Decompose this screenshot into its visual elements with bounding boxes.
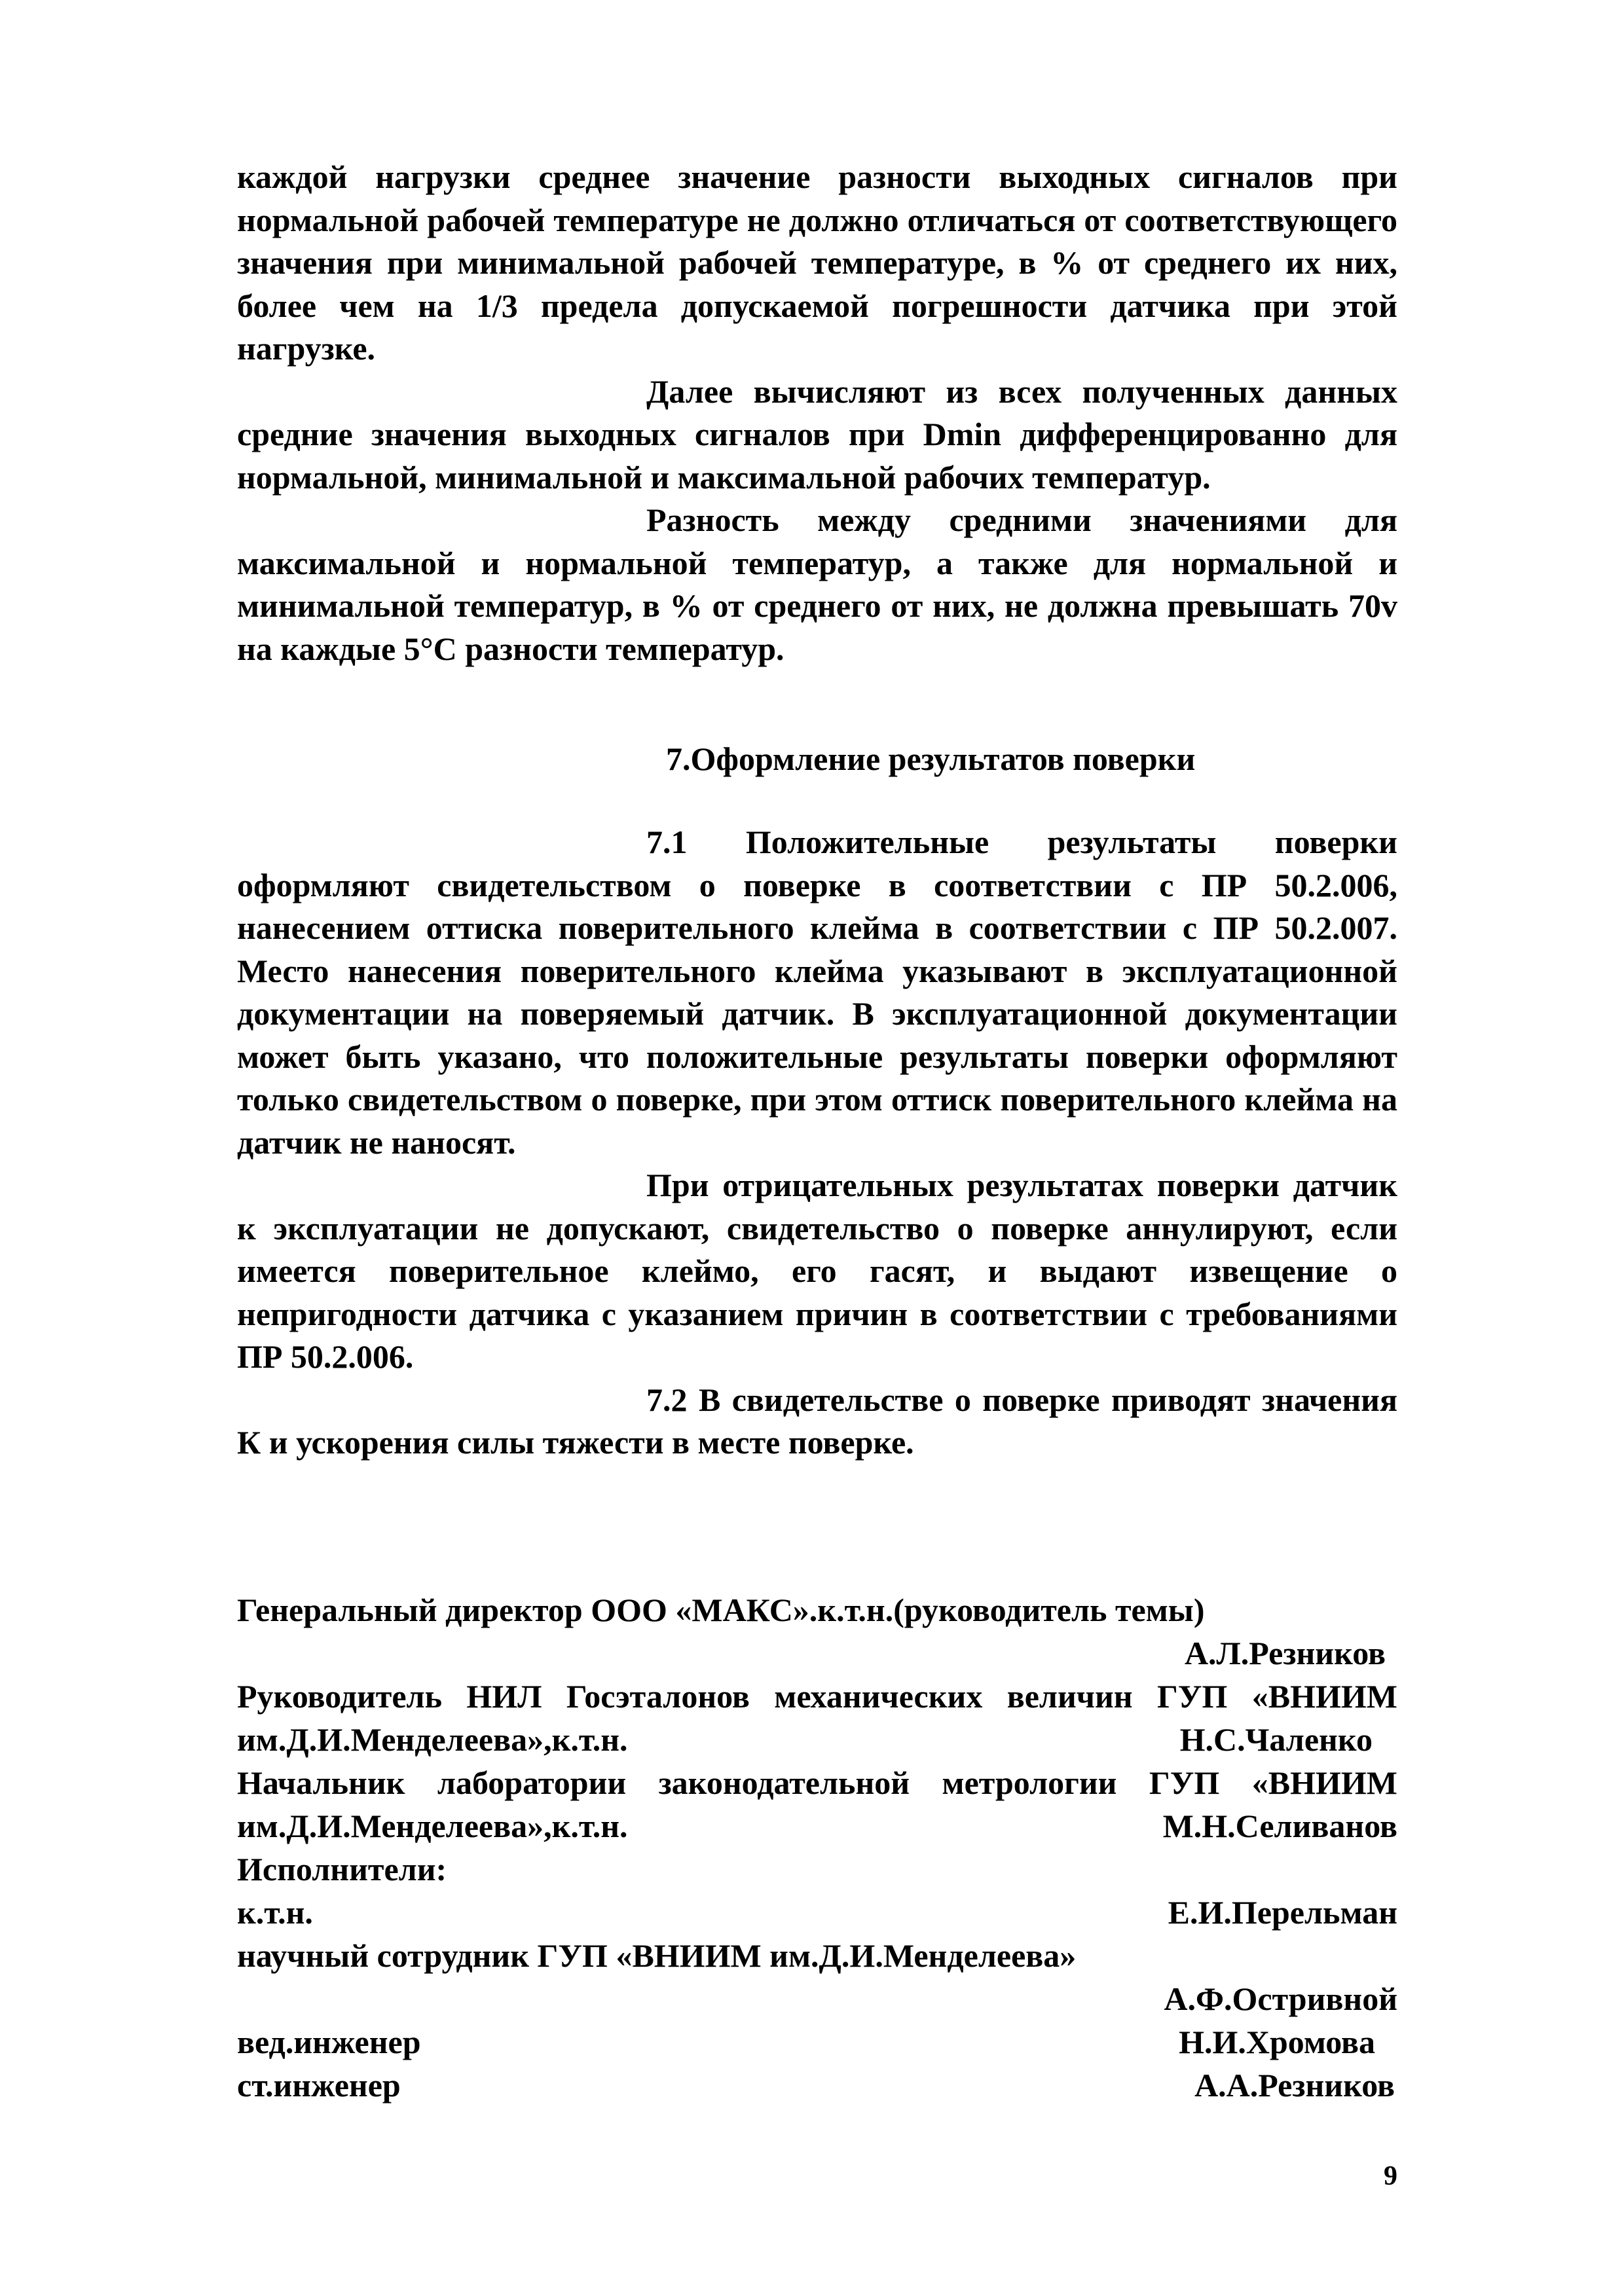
signature-name-7: А.А.Резников (1194, 2067, 1395, 2104)
paragraph-7-1: 7.1 Положительные результаты поверки оформляют свидетельством о поверке в соответствии с ПР 50.2.006, нанесением оттиска поверительного клейма в соответствии с ПР 50.2.007. Место нанесения поверительного клейма указывают в эксплуатационной документации на поверяемый датчик. В эксплуатационной документации может быть указано, что положительные результаты поверки оформляют только свидетельством о поверке, при этом оттиск поверительного клейма на датчик не наносят. (237, 824, 1397, 1161)
paragraph-7-2: 7.2 В свидетельстве о поверке приводят значения К и ускорения силы тяжести в месте поверке. (237, 1381, 1397, 1461)
signature-line-5: научный сотрудник ГУП «ВНИИМ им.Д.И.Менделеева» (237, 1937, 1077, 1974)
signature-name-5: А.Ф.Остривной (1164, 1980, 1397, 2017)
signature-name-4: Е.И.Перельман (1168, 1894, 1397, 1931)
signature-row-7 (237, 2064, 1397, 2107)
body-text-top (237, 156, 1397, 670)
signature-name-1: А.Л.Резников (1184, 1635, 1386, 1671)
signature-line-3b: им.Д.И.Менделеева»,к.т.н. (237, 1808, 628, 1844)
paragraph-negative-results: При отрицательных результатах поверки датчик к эксплуатации не допускают, свидетельство о поверке аннулируют, если имеется поверительное клеймо, его гасят, и выдают извещение о непригодности датчика с указанием причин в соответствии с требованиями ПР 50.2.006. (237, 1167, 1397, 1375)
executors-label: Исполнители: (237, 1851, 447, 1887)
signature-line-2: Руководитель НИЛ Госэталонов механических величин ГУП «ВНИИМ (237, 1678, 1397, 1715)
signature-row-2 (237, 1718, 1397, 1761)
signature-row-4 (237, 1891, 1397, 1934)
page-number: 9 (1384, 2161, 1397, 2191)
signature-line-1: Генеральный директор ООО «МАКС».к.т.н.(руководитель темы) (237, 1592, 1205, 1628)
signature-row-3 (237, 1804, 1397, 1848)
signature-name-6: Н.И.Хромова (1179, 2024, 1375, 2060)
section-heading: 7.Оформление результатов поверки (666, 740, 1196, 777)
paragraph-3: Разность между средними значениями для максимальной и нормальной температур, а также для нормальной и минимальной температур, в % от среднего от них, не должна превышать 70v на каждые 5°С разности температур. (237, 501, 1397, 667)
paragraph-2: Далее вычисляют из всех полученных данных средние значения выходных сигналов при Dmin дифференцированно для нормальной, минимальной и максимальной рабочих температур. (237, 373, 1397, 496)
signature-line-4: к.т.н. (237, 1894, 313, 1931)
body-text-section7 (237, 821, 1397, 1465)
signature-line-3: Начальник лаборатории законодательной метрологии ГУП «ВНИИМ (237, 1764, 1397, 1801)
signature-line-2b: им.Д.И.Менделеева»,к.т.н. (237, 1721, 628, 1758)
signature-name-3: М.Н.Селиванов (1162, 1808, 1397, 1844)
signature-line-6: вед.инженер (237, 2024, 421, 2060)
paragraph-1: каждой нагрузки среднее значение разности выходных сигналов при нормальной рабочей температуре не должно отличаться от соответствующего значения при минимальной рабочей температуре, в % от среднего их них, более чем на 1/3 предела допускаемой погрешности датчика при этой нагрузке. (237, 158, 1397, 367)
signature-line-7: ст.инженер (237, 2067, 401, 2104)
signature-name-2: Н.С.Чаленко (1179, 1721, 1373, 1758)
signature-row-6 (237, 2020, 1397, 2064)
